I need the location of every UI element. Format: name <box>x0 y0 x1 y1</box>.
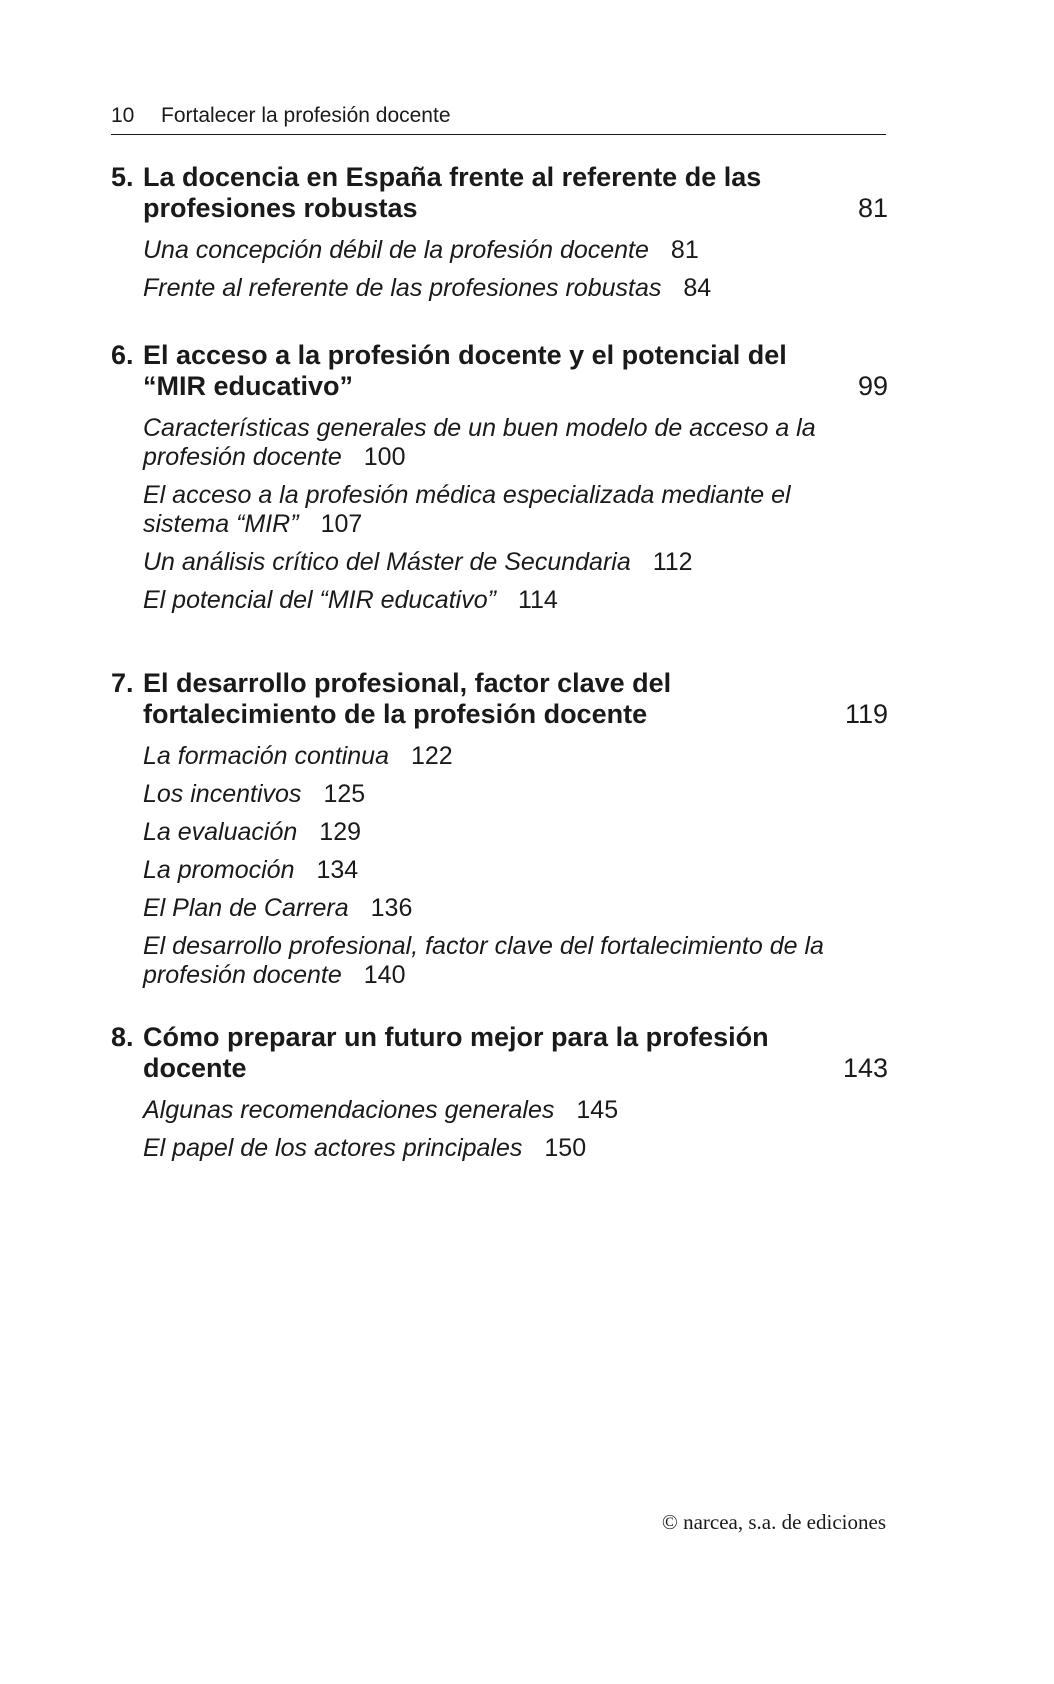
subsection-list <box>111 1096 888 1163</box>
chapter-title: El acceso a la profesión docente y el potencial del “MIR educativo” <box>143 340 787 401</box>
subsection-page: 145 <box>576 1096 619 1124</box>
page-number: 10 <box>111 104 135 127</box>
subsection-title: Un análisis crítico del Máster de Secundaria <box>143 548 631 576</box>
subsection-entry <box>143 414 888 472</box>
subsection-entry <box>143 548 888 577</box>
subsection-title: Frente al referente de las profesiones robustas <box>143 274 662 302</box>
subsection-page: 134 <box>316 856 359 884</box>
toc-chapter-5 <box>111 162 888 312</box>
chapter-heading <box>111 668 888 730</box>
copyright-footer: © narcea, s.a. de ediciones <box>661 1510 886 1534</box>
chapter-page: 119 <box>844 699 888 729</box>
subsection-list <box>111 236 888 303</box>
subsection-title: El desarrollo profesional, factor clave del fortalecimiento de la profesión docente <box>143 932 824 989</box>
subsection-page: 129 <box>319 818 362 846</box>
subsection-entry <box>143 481 888 539</box>
subsection-title: La promoción <box>143 856 295 884</box>
subsection-page: 100 <box>363 443 406 471</box>
chapter-number: 8. <box>111 1022 134 1052</box>
chapter-heading <box>111 162 888 224</box>
subsection-title: El papel de los actores principales <box>143 1134 523 1162</box>
subsection-entry <box>143 274 888 303</box>
subsection-entry <box>143 742 888 771</box>
chapter-number: 5. <box>111 162 134 192</box>
subsection-entry <box>143 586 888 615</box>
running-header <box>111 102 886 135</box>
subsection-entry <box>143 780 888 809</box>
subsection-page: 107 <box>320 510 363 538</box>
subsection-page: 114 <box>517 586 558 614</box>
subsection-title: Características generales de un buen modelo de acceso a la profesión docente <box>143 414 816 471</box>
subsection-entry <box>143 818 888 847</box>
chapter-number: 6. <box>111 340 134 370</box>
subsection-list <box>111 742 888 990</box>
subsection-page: 125 <box>323 780 366 808</box>
chapter-title: El desarrollo profesional, factor clave del fortalecimiento de la profesión docente <box>143 668 672 729</box>
chapter-title: Cómo preparar un futuro mejor para la profesión docente <box>143 1022 769 1083</box>
subsection-page: 136 <box>370 894 413 922</box>
subsection-title: El acceso a la profesión médica especializada mediante el sistema “MIR” <box>143 481 791 538</box>
chapter-title: La docencia en España frente al referente de las profesiones robustas <box>143 162 762 223</box>
chapter-page: 99 <box>857 371 888 401</box>
subsection-entry <box>143 1096 888 1125</box>
chapter-heading <box>111 1022 888 1084</box>
chapter-number: 7. <box>111 668 134 698</box>
chapter-page: 81 <box>857 193 888 223</box>
subsection-page: 112 <box>652 548 693 576</box>
toc-chapter-6 <box>111 340 888 624</box>
subsection-title: La evaluación <box>143 818 298 846</box>
subsection-page: 81 <box>670 236 699 264</box>
subsection-page: 122 <box>410 742 453 770</box>
chapter-heading <box>111 340 888 402</box>
chapter-page: 143 <box>842 1053 888 1083</box>
subsection-list <box>111 414 888 615</box>
book-title: Fortalecer la profesión docente <box>161 104 451 127</box>
subsection-title: El potencial del “MIR educativo” <box>143 586 496 614</box>
subsection-entry <box>143 236 888 265</box>
subsection-entry <box>143 932 888 990</box>
subsection-title: Algunas recomendaciones generales <box>143 1096 555 1124</box>
subsection-page: 140 <box>363 961 406 989</box>
subsection-title: Una concepción débil de la profesión docente <box>143 236 649 264</box>
subsection-entry <box>143 894 888 923</box>
subsection-entry <box>143 856 888 885</box>
toc-chapter-7 <box>111 668 888 999</box>
toc-chapter-8 <box>111 1022 888 1172</box>
subsection-entry <box>143 1134 888 1163</box>
subsection-title: El Plan de Carrera <box>143 894 349 922</box>
subsection-title: Los incentivos <box>143 780 302 808</box>
subsection-title: La formación continua <box>143 742 389 770</box>
subsection-page: 150 <box>544 1134 587 1162</box>
subsection-page: 84 <box>683 274 712 302</box>
